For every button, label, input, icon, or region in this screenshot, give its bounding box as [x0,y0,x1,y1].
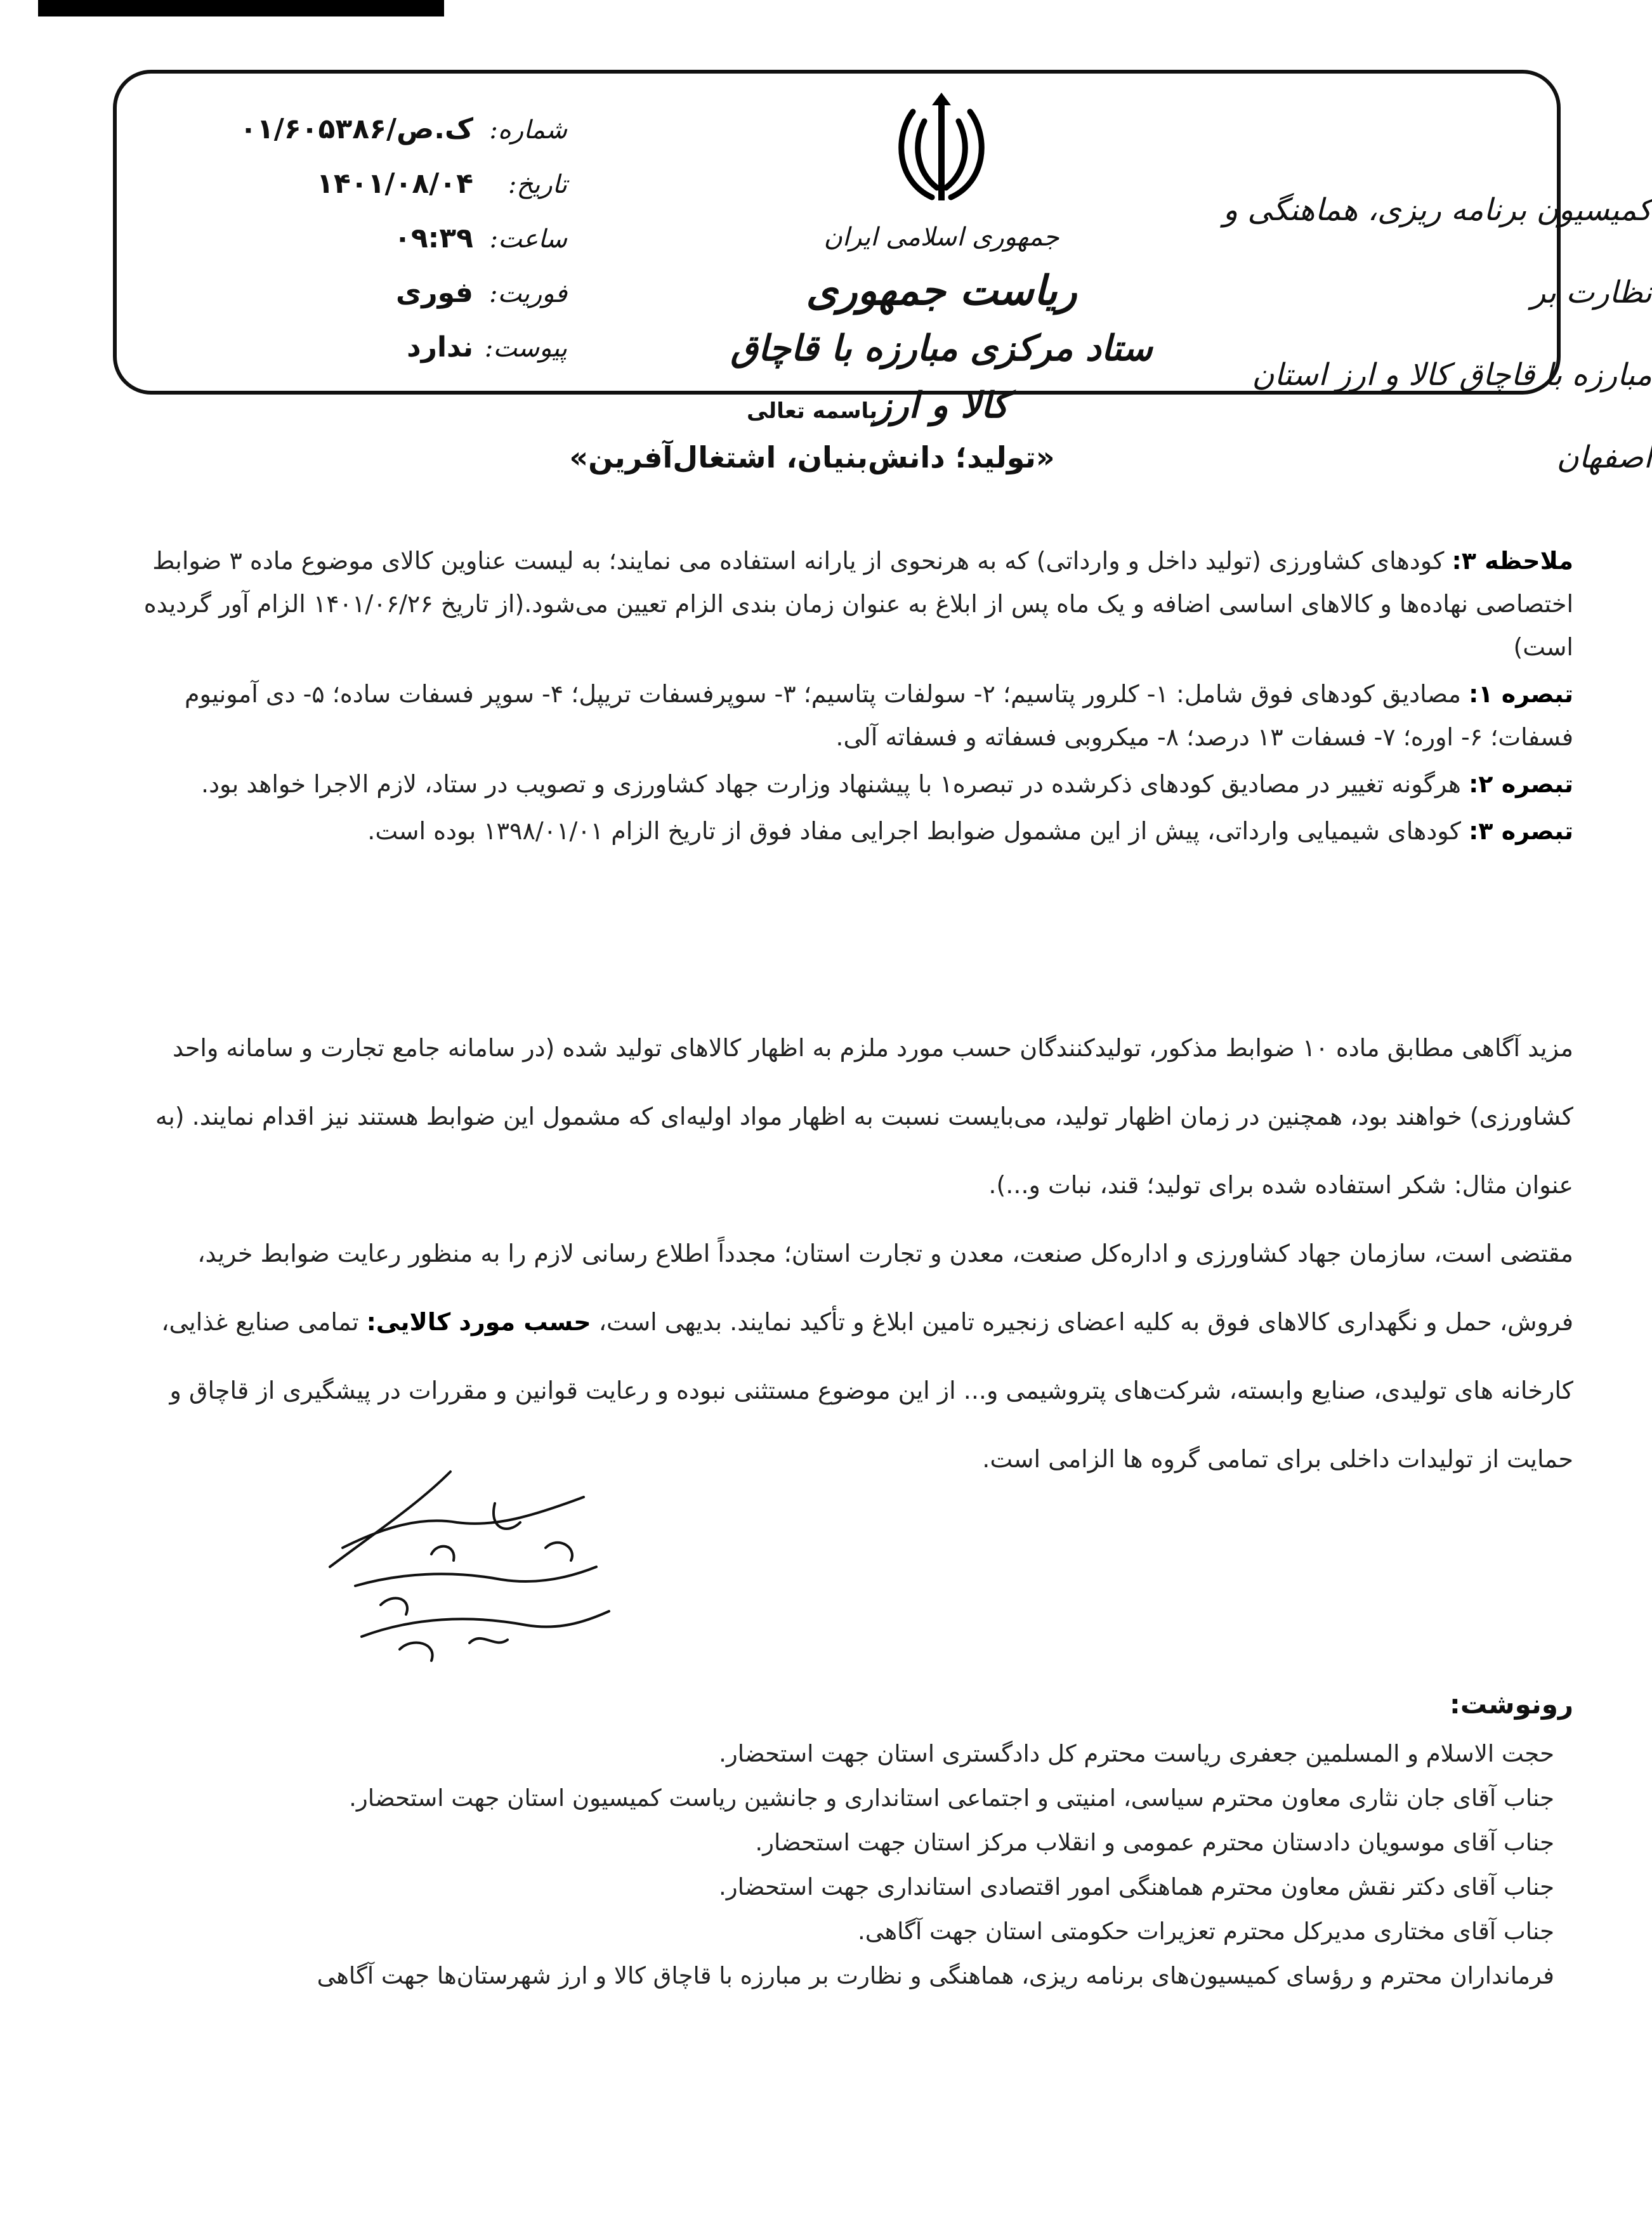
note-lead: ملاحظه ۳: [1452,547,1573,575]
body-paragraphs [121,1014,1573,1493]
cc-item: حجت الاسلام و المسلمین جعفری ریاست محترم کل دادگستری استان جهت استحضار. [719,1740,1554,1767]
note-item [121,539,1573,669]
top-edge-bar [38,0,444,16]
commission-line2: مبارزه با قاچاق کالا و ارز استان اصفهان [1252,357,1652,475]
handwritten-signature [305,1459,634,1700]
cc-list [165,1732,1554,1998]
commission-heading [1208,169,1652,499]
year-slogan: «تولید؛ دانش‌بنیان، اشتغال‌آفرین» [569,440,1055,474]
meta-label: پیوست: [484,334,567,363]
cc-item: جناب آقای موسویان دادستان محترم عمومی و انقلاب مرکز استان جهت استحضار. [755,1829,1554,1856]
commission-line1: کمیسیون برنامه ریزی، هماهنگی و نظارت بر [1223,192,1652,310]
meta-value: ۰۹:۳۹ [393,222,473,254]
paragraph-emphasis: حسب مورد کالایی: [366,1308,591,1336]
note-text: کودهای شیمیایی وارداتی، پیش از این مشمول ضوابط اجرایی مفاد فوق از تاریخ الزام ۱۳۹۸/۰۱/۰۱ بوده است. [367,817,1461,845]
meta-label: شماره: [489,115,567,145]
meta-urgency [212,277,567,331]
meta-value: فوری [395,277,473,309]
note-lead: تبصره ۱: [1469,680,1573,708]
note-item [121,672,1573,759]
body-paragraph [121,1219,1573,1493]
note-item [121,809,1573,853]
paragraph-text: مزید آگاهی مطابق ماده ۱۰ ضوابط مذکور، تولیدکنندگان حسب مورد ملزم به اظهار کالاهای تولید شده (در سامانه جامع تجارت و سامانه واحد کشاورزی) خواهند بود، همچنین در زمان اظهار تولید، می‌بایست نسبت به اظهار مواد اولیه‌ای که مشمول این ضوابط هستند نیز اقدام نمایند. (به عنوان مثال: شکر استفاده شده برای تولید؛ قند، نبات و...). [155,1034,1573,1199]
meta-date [212,167,567,222]
note-lead: تبصره ۳: [1469,817,1573,845]
meta-label: فوریت: [489,279,567,308]
notes-section [121,539,1573,856]
note-text: هرگونه تغییر در مصادیق کودهای ذکرشده در تبصره۱ با پیشنهاد وزارت جهاد کشاورزی و تصویب در ستاد، لازم الاجرا خواهد بود. [201,770,1461,798]
body-paragraph [121,1014,1573,1219]
note-item [121,762,1573,806]
meta-label: ساعت: [489,225,567,254]
meta-value: ک.ص/۰۱/۶۰۵۳۸۶ [240,113,473,145]
note-lead: تبصره ۲: [1469,770,1573,798]
paragraph-text-tail: تمامی صنایع غذایی، کارخانه های تولیدی، صنایع وابسته، شرکت‌های پتروشیمی و... از این موضوع مستثنی نبوده و رعایت قوانین و مقررات در پیشگیری از قاچاق و حمایت از تولیدات داخلی برای تمامی گروه ها الزامی است. [161,1308,1573,1473]
meta-value: ندارد [407,331,473,363]
cc-heading: رونوشت: [1450,1689,1573,1720]
country-name: جمهوری اسلامی ایران [823,223,1059,252]
meta-attachment [212,331,567,386]
note-text: کودهای کشاورزی (تولید داخل و وارداتی) که به هرنحوی از یارانه استفاده می نمایند؛ به لیست عناوین کالای موضوع ماده ۳ ضوابط اختصاصی نهاده‌ها و کالاهای اساسی اضافه و یک ماه پس از ابلاغ به عنوان زمان بندی الزام تعیین می‌شود.(از تاریخ ۱۴۰۱/۰۶/۲۶ الزام آور گردیده است) [143,547,1573,661]
cc-item: جناب آقای دکتر نقش معاون محترم هماهنگی امور اقتصادی استانداری جهت استحضار. [718,1873,1554,1900]
paragraph-text: مقتضی است، سازمان جهاد کشاورزی و اداره‌کل صنعت، معدن و تجارت استان؛ مجدداً اطلاع رسانی لازم را به منظور رعایت ضوابط خرید، فروش، حمل و نگهداری کالاهای فوق به کلیه اعضای زنجیره تامین ابلاغ و تأکید نمایند. بدیهی است، [197,1240,1573,1336]
cc-item: جناب آقای جان نثاری معاون محترم سیاسی، امنیتی و اجتماعی استانداری و جانشین ریاست کمیسیون استان جهت استحضار. [349,1784,1554,1812]
cc-item: جناب آقای مختاری مدیرکل محترم تعزیرات حکومتی استان جهت آگاهی. [857,1918,1554,1945]
meta-label: تاریخ: [508,170,567,199]
meta-value: ۱۴۰۱/۰۸/۰۴ [317,167,473,200]
meta-number [212,113,567,167]
cc-item: فرمانداران محترم و رؤسای کمیسیون‌های برنامه ریزی، هماهنگی و نظارت بر مبارزه با قاچاق کالا و ارز شهرستان‌ها جهت آگاهی [317,1962,1554,1989]
basmala: باسمه تعالی [746,398,878,424]
iran-emblem-icon [888,86,995,213]
meta-time [212,222,567,277]
note-text: مصادیق کودهای فوق شامل: ۱- کلرور پتاسیم؛ ۲- سولفات پتاسیم؛ ۳- سوپرفسفات تریپل؛ ۴- سوپر فسفات ساده؛ ۵- دی آمونیوم فسفات؛ ۶- اوره؛ ۷- فسفات ۱۳ درصد؛ ۸- میکروبی فسفاته و فسفاته آلی. [185,680,1573,751]
headquarters-name: ستاد مرکزی مبارزه با قاچاق کالا و ارز [730,327,1153,426]
letter-meta [212,113,567,386]
presidency-name: ریاست جمهوری [806,267,1077,315]
